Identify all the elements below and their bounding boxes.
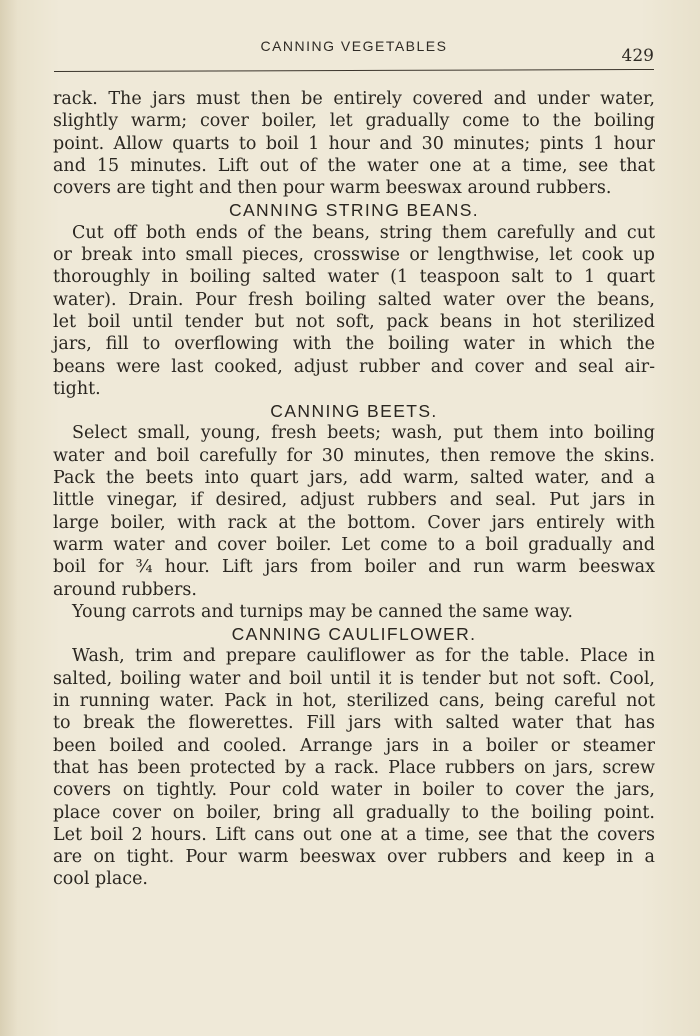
text-line: salted, boiling water and boil until it is tender but not soft. Cool, (53, 668, 655, 689)
text-line: covers on tightly. Pour cold water in boiler to cover the jars, (53, 780, 655, 801)
beets-paragraph (53, 422, 655, 623)
text-line: beans were last cooked, adjust rubber and cover and seal air- (53, 356, 655, 377)
page-header (54, 36, 654, 76)
text-line: Cut off both ends of the beans, string them carefully and cut (72, 222, 655, 243)
text-line: rack. The jars must then be entirely covered and under water, (53, 89, 655, 109)
text-line: covers are tight and then pour warm beeswax around rubbers. (53, 178, 612, 199)
intro-paragraph (53, 88, 655, 199)
text-line: or break into small pieces, crosswise or lengthwise, let cook up (53, 245, 655, 266)
cauliflower-heading: CANNING CAULIFLOWER. (231, 624, 477, 645)
text-line: point. Allow quarts to boil 1 hour and 30 minutes; pints 1 hour (53, 133, 655, 154)
beets-heading: CANNING BEETS. (270, 401, 438, 422)
text-line: been boiled and cooled. Arrange jars in a boiler or steamer (53, 735, 655, 756)
string-beans-paragraph (53, 222, 655, 400)
page-number: 429 (621, 46, 654, 66)
text-line: Wash, trim and prepare cauliflower as for the table. Place in (72, 646, 655, 667)
beets-note: Young carrots and turnips may be canned the same way. (72, 601, 573, 622)
running-head: CANNING VEGETABLES (260, 38, 448, 54)
text-line: cool place. (53, 869, 148, 890)
cauliflower-paragraph (53, 645, 655, 890)
text-line: to break the flowerettes. Fill jars with salted water that has (53, 713, 655, 734)
string-beans-heading: CANNING STRING BEANS. (228, 200, 480, 221)
header-rule (54, 69, 654, 72)
text-line: let boil until tender but not soft, pack beans in hot sterilized (53, 311, 655, 332)
text-line: Let boil 2 hours. Lift cans out one at a time, see that the covers (53, 824, 655, 845)
text-line: warm water and cover boiler. Let come to a boil gradually and (53, 534, 655, 555)
text-line: large boiler, with rack at the bottom. Cover jars entirely with (53, 512, 655, 533)
text-line: jars, fill to overflowing with the boiling water in which the (53, 334, 655, 355)
text-line: water). Drain. Pour fresh boiling salted water over the beans, (53, 289, 655, 310)
text-line: that has been protected by a rack. Place rubbers on jars, screw (53, 757, 655, 778)
text-line: place cover on boiler, bring all gradually to the boiling point. (53, 802, 655, 823)
text-line: Select small, young, fresh beets; wash, put them into boiling (72, 423, 655, 444)
text-line: are on tight. Pour warm beeswax over rubbers and keep in a (53, 847, 655, 868)
text-line: tight. (53, 378, 101, 399)
text-line: around rubbers. (53, 579, 197, 600)
page-body (53, 88, 655, 891)
text-line: little vinegar, if desired, adjust rubbers and seal. Put jars in (53, 490, 655, 511)
text-line: in running water. Pack in hot, sterilized cans, being careful not (53, 691, 655, 712)
text-line: Pack the beets into quart jars, add warm, salted water, and a (53, 468, 655, 489)
text-line: boil for ¾ hour. Lift jars from boiler and run warm beeswax (53, 557, 655, 578)
text-line: slightly warm; cover boiler, let gradually come to the boiling (53, 111, 655, 132)
text-line: water and boil carefully for 30 minutes, then remove the skins. (53, 445, 655, 466)
text-line: and 15 minutes. Lift out of the water one at a time, see that (53, 155, 655, 176)
text-line: thoroughly in boiling salted water (1 teaspoon salt to 1 quart (53, 267, 655, 288)
